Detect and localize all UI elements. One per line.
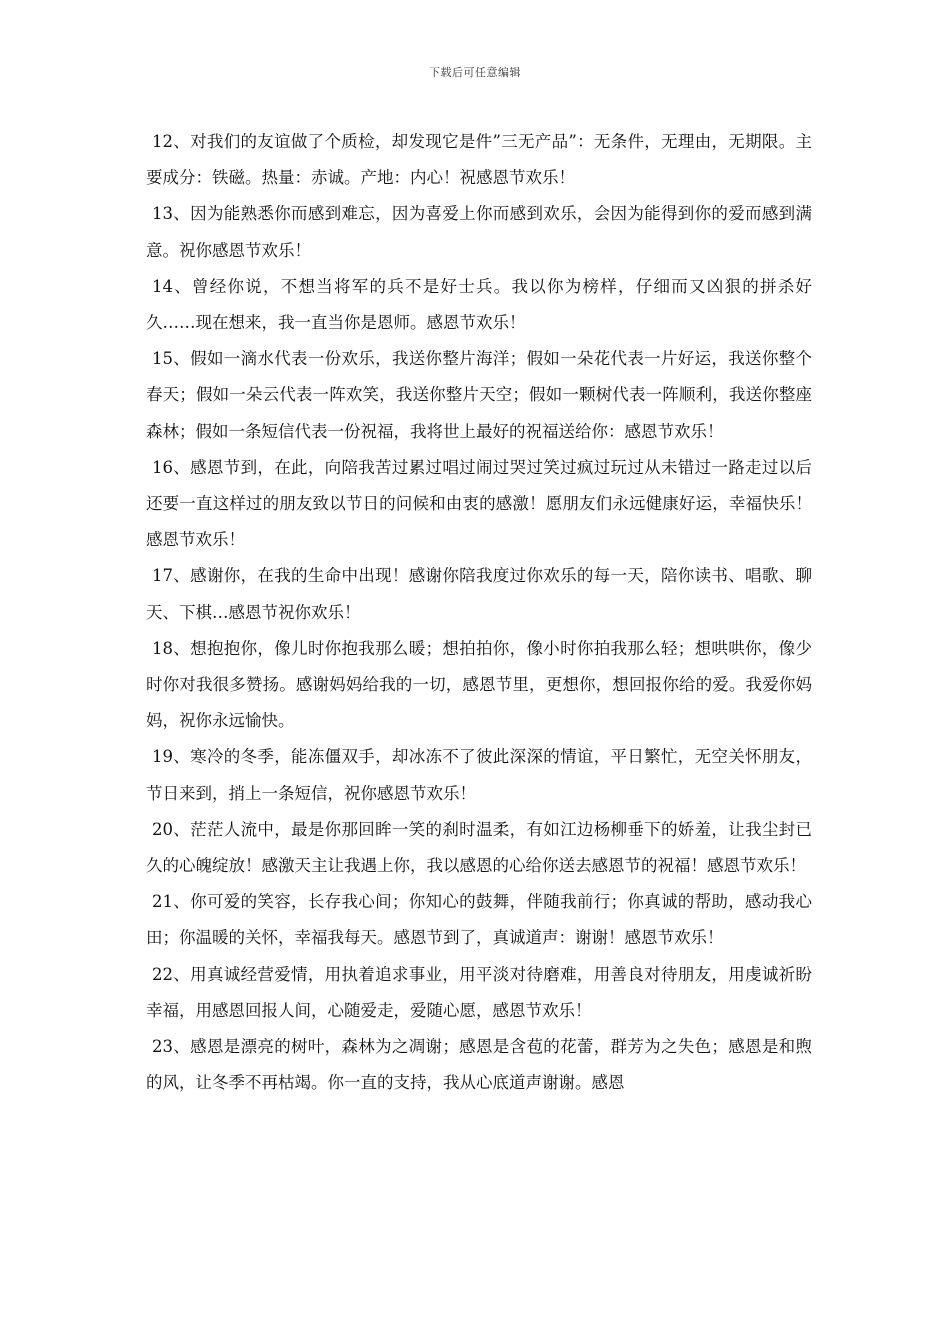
paragraph-19: 19、寒冷的冬季，能冻僵双手，却冰冻不了彼此深深的情谊，平日繁忙，无空关怀朋友，节日来到，捎上一条短信，祝你感恩节欢乐！	[146, 747, 812, 803]
paragraph-21: 21、你可爱的笑容，长存我心间；你知心的鼓舞，伴随我前行；你真诚的帮助，感动我心田；你温暖的关怀，幸福我每天。感恩节到了，真诚道声：谢谢！感恩节欢乐！	[146, 892, 812, 948]
document-body	[146, 124, 812, 1101]
paragraph-13: 13、因为能熟悉你而感到难忘，因为喜爱上你而感到欢乐，会因为能得到你的爱而感到满意。祝你感恩节欢乐！	[146, 204, 812, 260]
paragraph-23: 23、感恩是漂亮的树叶，森林为之凋谢；感恩是含苞的花蕾，群芳为之失色；感恩是和煦的风，让冬季不再枯竭。你一直的支持，我从心底道声谢谢。感恩	[146, 1037, 812, 1093]
page-header: 下载后可任意编辑	[429, 66, 521, 79]
paragraph-18: 18、想抱抱你，像儿时你抱我那么暖；想拍拍你，像小时你拍我那么轻；想哄哄你，像少时你对我很多赞扬。感谢妈妈给我的一切，感恩节里，更想你，想回报你给的爱。我爱你妈妈，祝你永远愉快。	[146, 638, 812, 731]
paragraph-12: 12、对我们的友谊做了个质检，却发现它是件”三无产品”：无条件，无理由，无期限。主要成分：铁磁。热量：赤诚。产地：内心！祝感恩节欢乐！	[146, 132, 812, 188]
paragraph-20: 20、茫茫人流中，最是你那回眸一笑的刹时温柔，有如江边杨柳垂下的娇羞，让我尘封已久的心魄绽放！感激天主让我遇上你，我以感恩的心给你送去感恩节的祝福！感恩节欢乐！	[146, 819, 812, 876]
paragraph-14: 14、曾经你说，不想当将军的兵不是好士兵。我以你为榜样，仔细而又凶狠的拼杀好久……现在想来，我一直当你是恩师。感恩节欢乐！	[146, 276, 812, 333]
paragraph-17: 17、感谢你，在我的生命中出现！感谢你陪我度过你欢乐的每一天，陪你读书、唱歌、聊天、下棋…感恩节祝你欢乐！	[146, 566, 812, 622]
paragraph-22: 22、用真诚经营爱情，用执着追求事业，用平淡对待磨难，用善良对待朋友，用虔诚祈盼幸福，用感恩回报人间，心随爱走，爱随心愿，感恩节欢乐！	[146, 964, 812, 1020]
paragraph-16: 16、感恩节到，在此，向陪我苦过累过唱过闹过哭过笑过疯过玩过从未错过一路走过以后还要一直这样过的朋友致以节日的问候和由衷的感激！愿朋友们永远健康好运，幸福快乐！感恩节欢乐！	[146, 457, 812, 550]
paragraph-15: 15、假如一滴水代表一份欢乐，我送你整片海洋；假如一朵花代表一片好运，我送你整个春天；假如一朵云代表一阵欢笑，我送你整片天空；假如一颗树代表一阵顺利，我送你整座森林；假如一条短信代表一份祝福，我将世上最好的祝福送给你：感恩节欢乐！	[146, 349, 812, 441]
